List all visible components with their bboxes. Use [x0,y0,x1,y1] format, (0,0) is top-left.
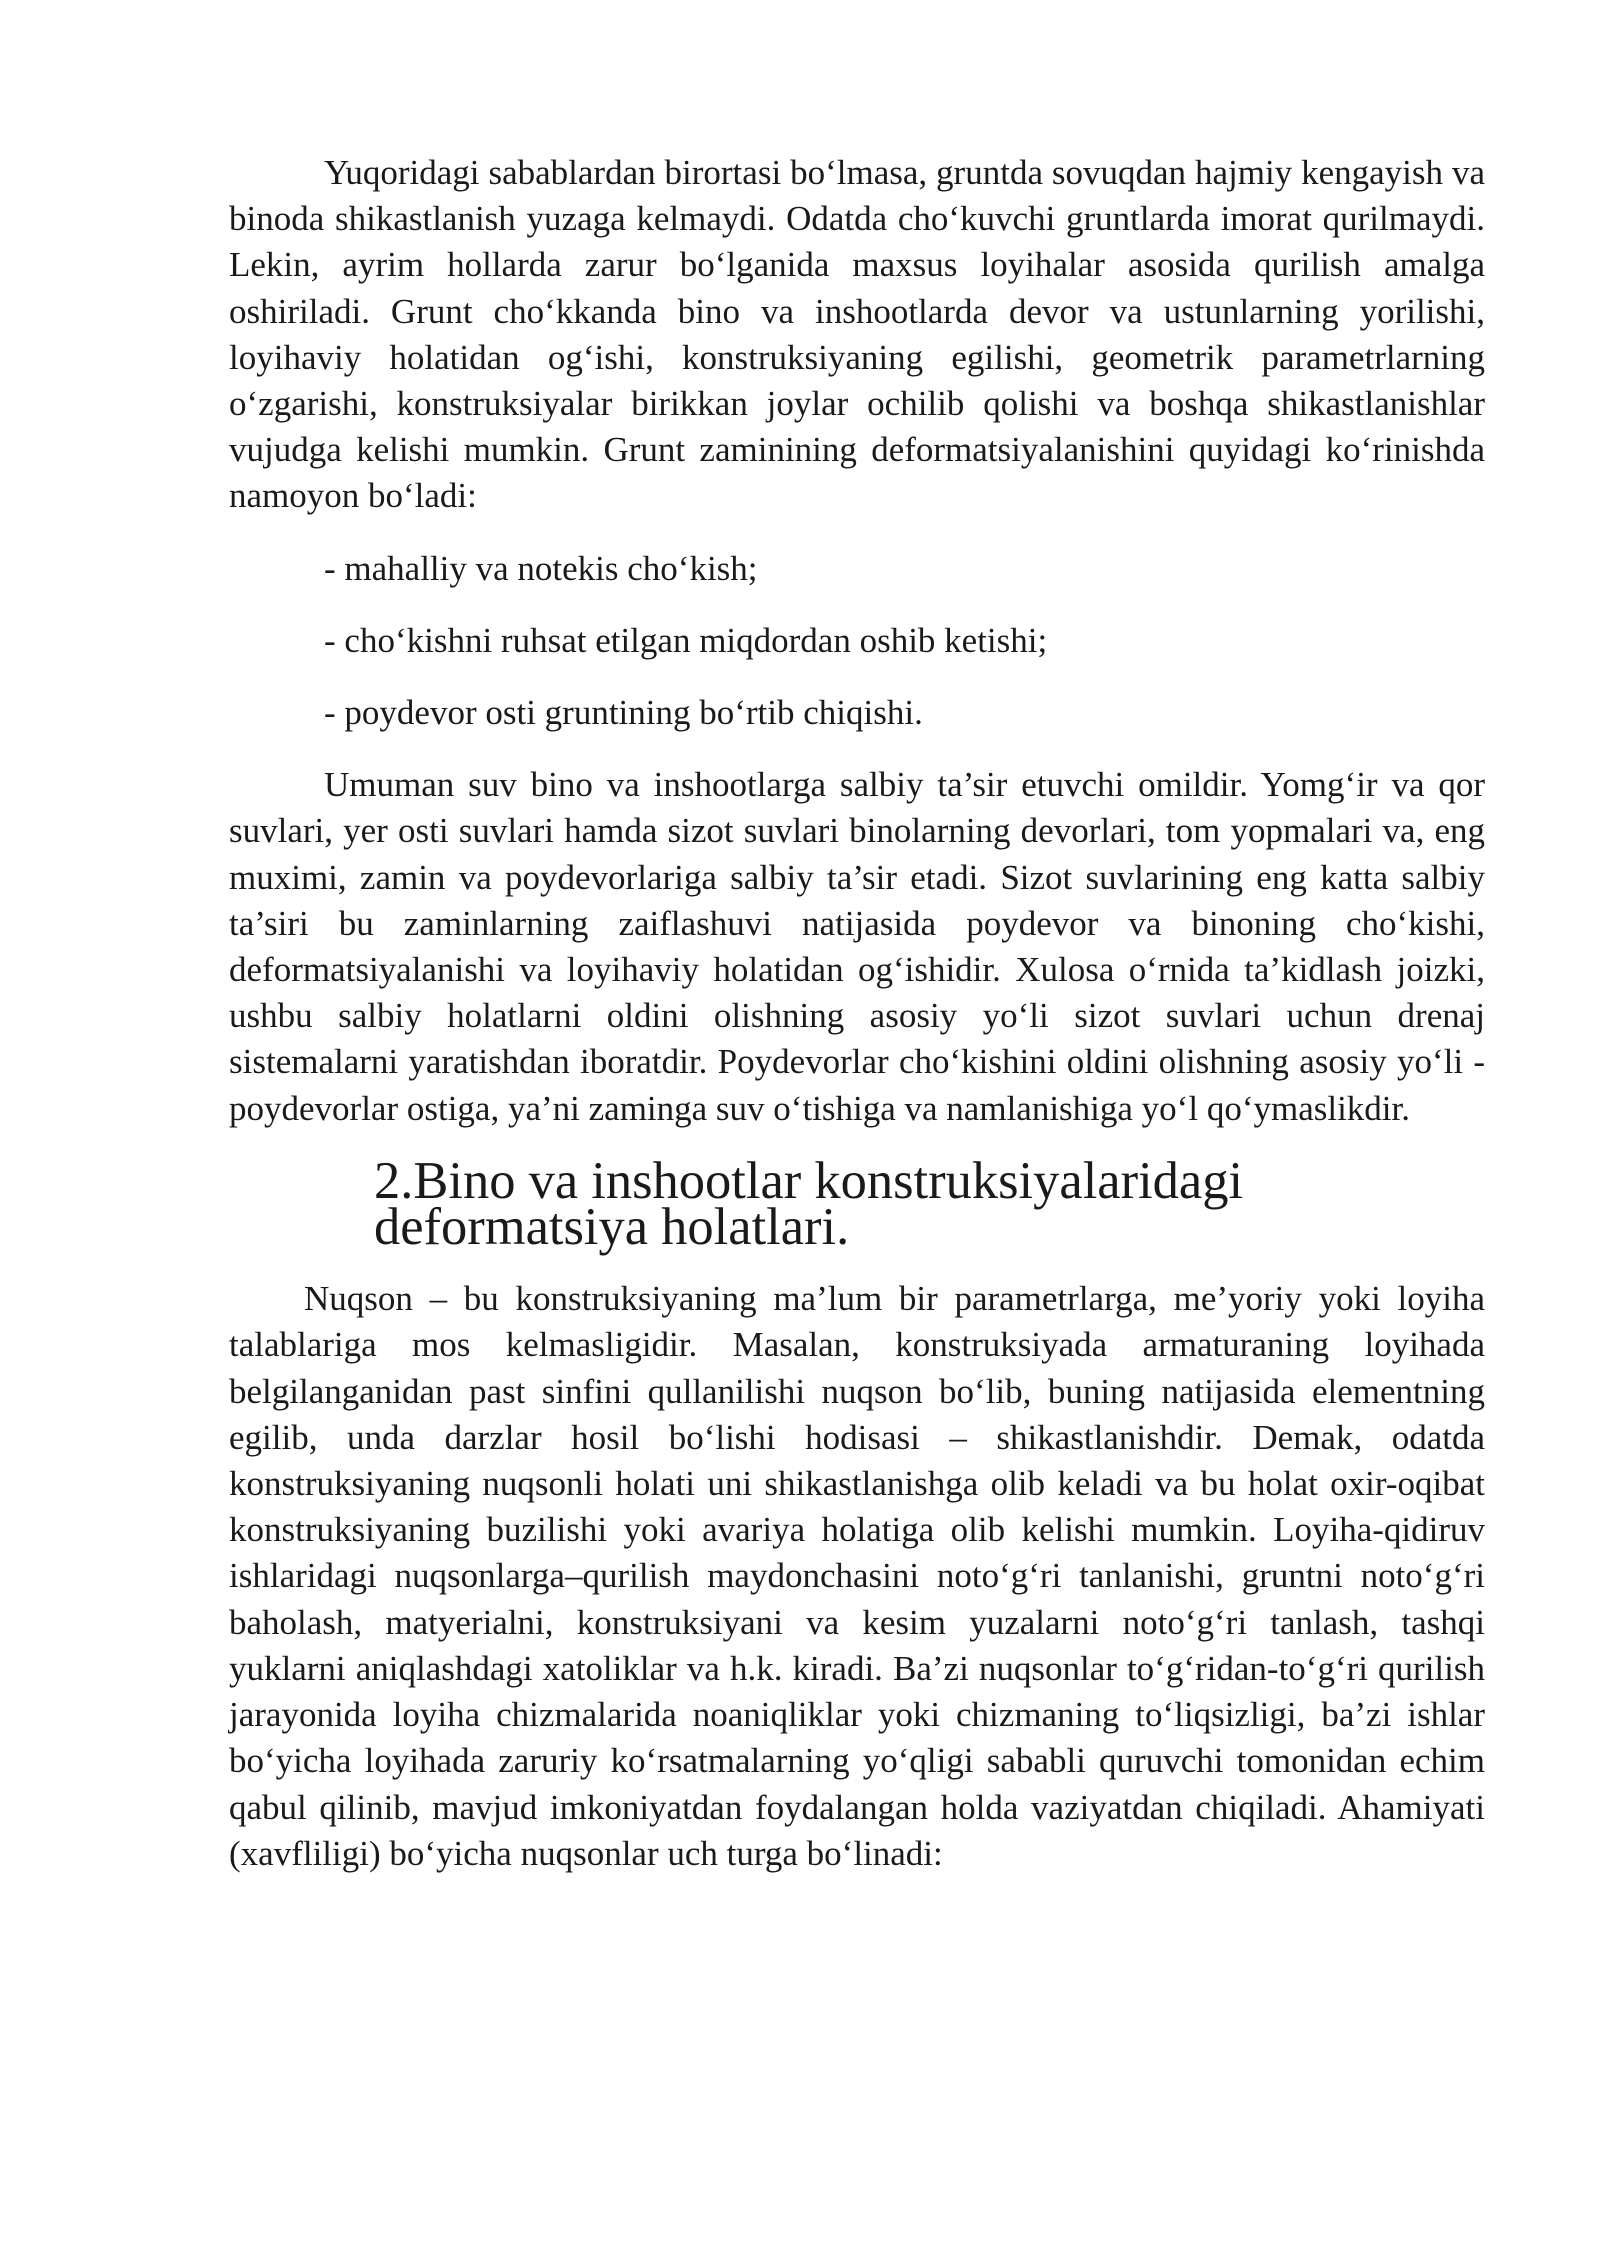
list-item: - poydevor osti gruntining bo‘rtib chiqishi. [324,693,923,733]
list-item: - mahalliy va notekis cho‘kish; [324,548,758,588]
paragraph-water-effects: Umuman suv bino va inshootlarga salbiy ta’sir etuvchi omildir. Yomg‘ir va qor suvlari, yer osti suvlari hamda sizot suvlari binolarning devorlari, tom yopmalari va, eng muximi, zamin va poydevorlariga salbiy ta’sir etadi. Sizot suvlarining eng katta salbiy ta’siri bu zaminlarning zaiflashuvi natijasida poydevor va binoning cho‘kishi, deformatsiyalanishi va loyihaviy holatidan og‘ishidir. Xulosa o‘rnida ta’kidlash joizki, ushbu salbiy holatlarni oldini olishning asosiy yo‘li sizot suvlari uchun drenaj sistemalarni yaratishdan iboratdir. Poydevorlar cho‘kishini oldini olishning asosiy yo‘li - poydevorlar ostiga, ya’ni zaminga suv o‘tishiga va namlanishiga yo‘l qo‘ymaslikdir. [229,765,1485,1128]
document-body [229,150,1485,1877]
section-heading: 2.Bino va inshootlar konstruksiyalaridagi deformatsiya holatlari. [374,1151,1244,1257]
deformation-types-list [229,546,1485,737]
paragraph-defects: Nuqson – bu konstruksiyaning ma’lum bir parametrlarga, me’yoriy yoki loyiha talablariga mos kelmasligidir. Masalan, konstruksiyada armaturaning loyihada belgilanganidan past sinfini qullanilishi nuqson bo‘lib, buning natijasida elementning egilib, unda darzlar hosil bo‘lishi hodisasi – shikastlanishdir. Demak, odatda konstruksiyaning nuqsonli holati uni shikastlanishga olib keladi va bu holat oxir-oqibat konstruksiyaning buzilishi yoki avariya holatiga olib kelishi mumkin. Loyiha-qidiruv ishlaridagi nuqsonlarga–qurilish maydonchasini noto‘g‘ri tanlanishi, gruntni noto‘g‘ri baholash, matyerialni, konstruksiyani va kesim yuzalarni noto‘g‘ri tanlash, tashqi yuklarni aniqlashdagi xatoliklar va h.k. kiradi. Ba’zi nuqsonlar to‘g‘ridan-to‘g‘ri qurilish jarayonida loyiha chizmalarida noaniqliklar yoki chizmaning to‘liqsizligi, ba’zi ishlar bo‘yicha loyihada zaruriy ko‘rsatmalarning yo‘qligi sababli quruvchi tomonidan echim qabul qilinib, mavjud imkoniyatdan foydalangan holda vaziyatdan chiqiladi. Ahamiyati (xavfliligi) bo‘yicha nuqsonlar uch turga bo‘linadi: [229,1279,1485,1873]
paragraph-causes-of-damage: Yuqoridagi sabablardan birortasi bo‘lmasa, gruntda sovuqdan hajmiy kengayish va binoda shikastlanish yuzaga kelmaydi. Odatda cho‘kuvchi gruntlarda imorat qurilmaydi. Lekin, ayrim hollarda zarur bo‘lganida maxsus loyihalar asosida qurilish amalga oshiriladi. Grunt cho‘kkanda bino va inshootlarda devor va ustunlarning yorilishi, loyihaviy holatidan og‘ishi, konstruksiyaning egilishi, geometrik parametrlarning o‘zgarishi, konstruksiyalar birikkan joylar ochilib qolishi va boshqa shikastlanishlar vujudga kelishi mumkin. Grunt zaminining deformatsiyalanishini quyidagi ko‘rinishda namoyon bo‘ladi: [229,153,1485,516]
list-item: - cho‘kishni ruhsat etilgan miqdordan oshib ketishi; [324,620,1048,660]
